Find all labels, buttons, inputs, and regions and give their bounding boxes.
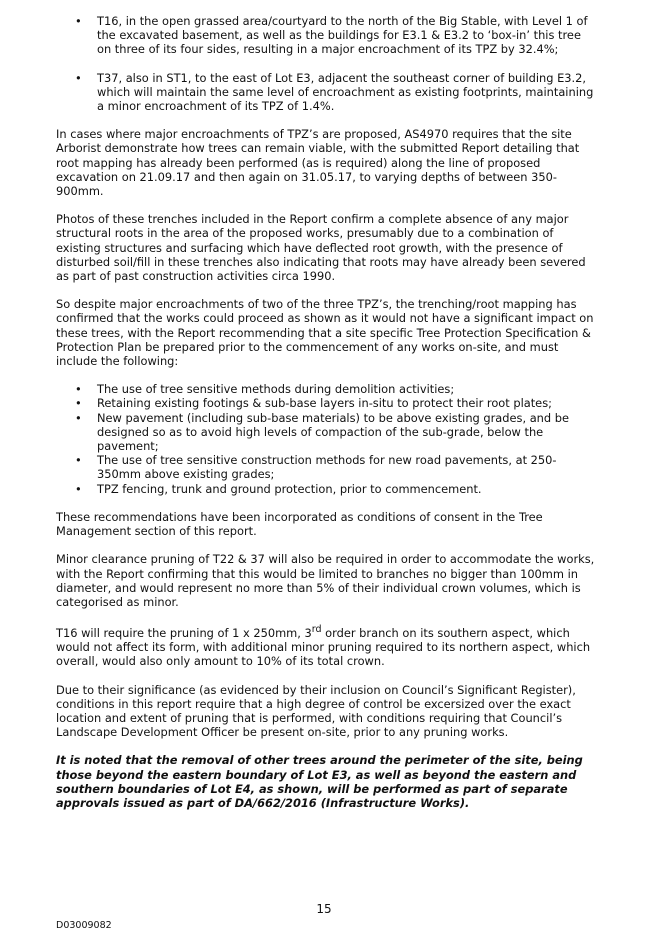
paragraph-encroachment: In cases where major encroachments of TPZ’s are proposed, AS4970 requires that the site Arborist demonstrate how trees can remain viable, with the submitted Report detailing that root mapping has already been performed (as is required) along the line of proposed excavation on 21.09.17 and then again on 31.05.17, to varying depths of between 350-900mm. bbox=[56, 127, 580, 199]
page-number: 15 bbox=[316, 902, 332, 916]
t16-pruning-text-end: order branch on its southern aspect, which would not affect its form, with additional minor pruning required to its northern aspect, which overall, would also only amount to 10% of its total crown. bbox=[56, 625, 591, 669]
paragraph-t16-pruning bbox=[56, 623, 596, 668]
bullet-item-pavement: • New pavement (including sub-base materials) to be above existing grades, and be designed so as to avoid high levels of compaction of the sub-grade, below the pavement; bbox=[56, 411, 596, 454]
paragraph-conditions: These recommendations have been incorporated as conditions of consent in the Tree Management section of this report. bbox=[56, 509, 543, 539]
bullet-item-tpz-fencing: • TPZ fencing, trunk and ground protection, prior to commencement. bbox=[56, 482, 596, 496]
document-body bbox=[56, 14, 596, 824]
bullet-item-demolition: • The use of tree sensitive methods during demolition activities; bbox=[56, 382, 596, 396]
ordinal-suffix: rd bbox=[311, 624, 322, 636]
bullet-list-trees bbox=[56, 14, 596, 113]
bullet-list-protection-measures bbox=[56, 382, 596, 496]
bullet-item-t37: • T37, also in ST1, to the east of Lot E3, adjacent the southeast corner of building E3.2, which will maintain the same level of encroachment as existing footprints, maintaining a minor encroachment of its TPZ of 1.4%. bbox=[56, 71, 596, 114]
t16-pruning-text-start: T16 will require the pruning of 1 x 250mm, 3 bbox=[56, 625, 312, 640]
document-id: D03009082 bbox=[56, 920, 112, 931]
bullet-item-road-pavements: • The use of tree sensitive construction methods for new road pavements, at 250-350mm above existing grades; bbox=[56, 453, 596, 481]
paragraph-trench-photos: Photos of these trenches included in the Report confirm a complete absence of any major structural roots in the area of the proposed works, presumably due to a combination of existing structures and surfacing which have deflected root growth, with the presence of disturbed soil/fill in these trenches also indicating that roots may have already been severed as part of past construction activities circa 1990. bbox=[56, 212, 586, 284]
paragraph-recommendations-intro: So despite major encroachments of two of the three TPZ’s, the trenching/root mapping has confirmed that the works could proceed as shown as it would not have a significant impact on these trees, with the Report recommending that a site specific Tree Protection Specification & Protection Plan be prepared prior to the commencement of any works on-site, and must include the following: bbox=[56, 297, 594, 369]
bullet-item-t16: • T16, in the open grassed area/courtyard to the north of the Big Stable, with Level 1 of the excavated basement, as well as the buildings for E3.1 & E3.2 to ‘box-in’ this tree on three of its four sides, resulting in a major encroachment of its TPZ by 32.4%; bbox=[56, 14, 596, 57]
paragraph-perimeter-trees-note: It is noted that the removal of other trees around the perimeter of the site, being those beyond the eastern boundary of Lot E3, as well as beyond the eastern and southern boundaries of Lot E4, as shown, will be performed as part of separate approvals issued as part of DA/662/2016 (Infrastructure Works). bbox=[56, 753, 583, 810]
paragraph-significance: Due to their significance (as evidenced by their inclusion on Council’s Significant Register), conditions in this report require that a high degree of control be excersized over the exact location and extent of pruning that is performed, with conditions requiring that Council’s Landscape Development Officer be present on-site, prior to any pruning works. bbox=[56, 682, 576, 740]
bullet-item-footings: • Retaining existing footings & sub-base layers in-situ to protect their root plates; bbox=[56, 396, 596, 410]
paragraph-clearance-pruning: Minor clearance pruning of T22 & 37 will also be required in order to accommodate the works, with the Report confirming that this would be limited to branches no bigger than 100mm in diameter, and would represent no more than 5% of their individual crown volumes, which is categorised as minor. bbox=[56, 552, 595, 609]
